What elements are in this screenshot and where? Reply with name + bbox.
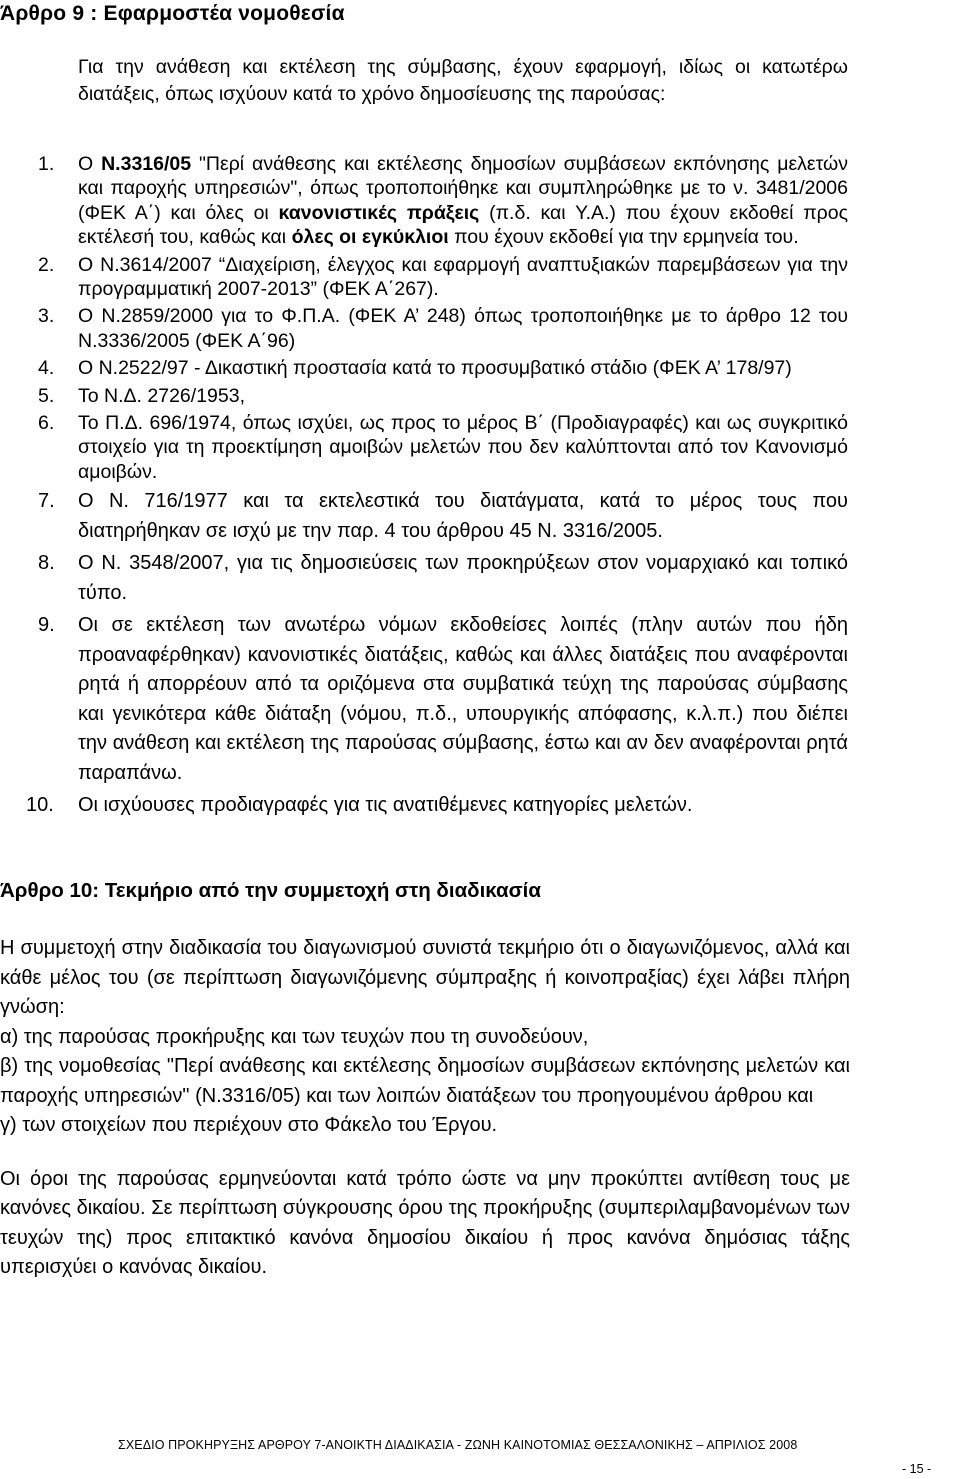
list-item [0, 791, 848, 821]
article-9-title: Άρθρο 9 : Εφαρμοστέα νομοθεσία [0, 2, 345, 25]
list-item-text: Ο Ν.3316/05 "Περί ανάθεσης και εκτέλεσης δημοσίων συμβάσεων εκπόνησης μελετών και παροχής υπηρεσιών", όπως τροποποιήθηκε και συμπληρώθηκε με το ν. 3481/2006 (ΦΕΚ Α΄) και όλες οι κανονιστικές πράξεις (π.δ. και Υ.Α.) που έχουν εκδοθεί προς εκτέλεσή του, καθώς και όλες οι εγκύκλιοι που έχουν εκδοθεί για την ερμηνεία του. [78, 153, 848, 249]
list-item-number: 1. [38, 153, 55, 175]
list-item-text: Οι ισχύουσες προδιαγραφές για τις ανατιθέμενες κατηγορίες μελετών. [78, 794, 693, 817]
list-item-text: Οι σε εκτέλεση των ανωτέρω νόμων εκδοθείσες λοιπές (πλην αυτών που ήδη προαναφέρθηκαν) κανονιστικές διατάξεις, καθώς και άλλες διατάξεις που αναφέρονται ρητά ή απορρέουν από τα οριζόμενα στα συμβατικά τεύχη της παρούσας σύμβασης και γενικότερα κάθε διάταξη (νόμου, π.δ., υπουργικής απόφασης, κ.λ.π.) που διέπει την ανάθεση και εκτέλεση της παρούσας σύμβασης, έστω και αν δεν αναφέρονται ρητά παραπάνω. [78, 614, 848, 784]
page-number: - 15 - [902, 1462, 932, 1476]
list-item [0, 356, 848, 380]
list-item-number: 3. [38, 305, 55, 328]
list-item-number: 10. [26, 794, 54, 817]
list-item [0, 487, 848, 546]
page-footer: ΣΧΕΔΙΟ ΠΡΟΚΗΡΥΞΗΣ ΑΡΘΡΟΥ 7-ΑΝΟΙΚΤΗ ΔΙΑΔΙΚΑΣΙΑ - ΖΩΝΗ ΚΑΙΝΟΤΟΜΙΑΣ ΘΕΣΣΑΛΟΝΙΚΗΣ – ΑΠΡΙΛΙΟΣ 2008 [118, 1438, 798, 1452]
list-item [0, 411, 848, 484]
list-item [0, 384, 848, 408]
list-item-number: 4. [38, 357, 55, 380]
list-item-number: 8. [38, 552, 55, 575]
list-item-text: Ο Ν. 716/1977 και τα εκτελεστικά του διατάγματα, κατά το μέρος τους που διατηρήθηκαν σε ισχύ με την παρ. 4 του άρθρου 45 Ν. 3316/2005. [78, 490, 848, 542]
article-10-item-b: β) της νομοθεσίας "Περί ανάθεσης και εκτέλεσης δημοσίων συμβάσεων εκπόνησης μελετών και παροχής υπηρεσιών" (Ν.3316/05) και των λοιπών διατάξεων του προηγουμένου άρθρου και [0, 1055, 850, 1107]
list-item-text: Ο Ν.2522/97 - Δικαστική προστασία κατά το προσυμβατικό στάδιο (ΦΕΚ Α’ 178/97) [78, 357, 792, 380]
article-10-body [0, 934, 850, 1283]
list-item-text: Ο Ν.3614/2007 “Διαχείριση, έλεγχος και εφαρμογή αναπτυξιακών παρεμβάσεων για την προγραμματική 2007-2013” (ΦΕΚ Α΄267). [78, 253, 848, 301]
article-9-intro: Για την ανάθεση και εκτέλεση της σύμβασης, έχουν εφαρμογή, ιδίως οι κατωτέρω διατάξεις, όπως ισχύουν κατά το χρόνο δημοσίευσης της παρούσας: [78, 56, 848, 105]
article-10-item-c: γ) των στοιχείων που περιέχουν στο Φάκελο του Έργου. [0, 1114, 498, 1136]
article-10-paragraph: Η συμμετοχή στην διαδικασία του διαγωνισμού συνιστά τεκμήριο ότι ο διαγωνιζόμενος, αλλά και κάθε μέλος του (σε περίπτωση διαγωνιζόμενης σύμπραξης ή κοινοπραξίας) έχει λάβει πλήρη γνώση: [0, 937, 850, 1018]
list-item-number: 5. [38, 384, 55, 407]
list-item-number: 2. [38, 253, 55, 276]
list-item-number: 9. [38, 614, 55, 637]
list-item-text: Ο Ν.2859/2000 για το Φ.Π.Α. (ΦΕΚ Α’ 248) όπως τροποποιήθηκε με το άρθρο 12 του Ν.3336/2005 (ΦΕΚ Α΄96) [78, 305, 848, 352]
list-item [0, 611, 848, 788]
list-item-text: Το Π.Δ. 696/1974, όπως ισχύει, ως προς το μέρος Β΄ (Προδιαγραφές) και ως συγκριτικό στοιχείο για τη προεκτίμηση αμοιβών μελετών που δεν καλύπτονται από τον Κανονισμό αμοιβών. [78, 412, 848, 483]
article-10-title: Άρθρο 10: Τεκμήριο από την συμμετοχή στη διαδικασία [0, 879, 541, 902]
list-item-text: Το Ν.Δ. 2726/1953, [78, 384, 245, 407]
list-item-number: 7. [38, 490, 55, 513]
list-item [0, 253, 848, 302]
list-item [0, 304, 848, 353]
list-item [0, 152, 848, 250]
article-10-paragraph-2: Οι όροι της παρούσας ερμηνεύονται κατά τρόπο ώστε να μην προκύπτει αντίθεση τους με κανόνες δικαίου. Σε περίπτωση σύγκρουσης όρου της προκήρυξης (συμπεριλαμβανομένων των τευχών της) προς επιτακτικό κανόνα δημοσίου δικαίου ή προς κανόνα δημόσιας τάξης υπερισχύει ο κανόνας δικαίου. [0, 1167, 850, 1278]
legislation-list [0, 152, 848, 824]
list-item-number: 6. [38, 412, 55, 435]
list-item [0, 549, 848, 608]
article-10-item-a: α) της παρούσας προκήρυξης και των τευχών που τη συνοδεύουν, [0, 1025, 589, 1048]
list-item-text: Ο Ν. 3548/2007, για τις δημοσιεύσεις των προκηρύξεων στον νομαρχιακό και τοπικό τύπο. [78, 552, 848, 604]
